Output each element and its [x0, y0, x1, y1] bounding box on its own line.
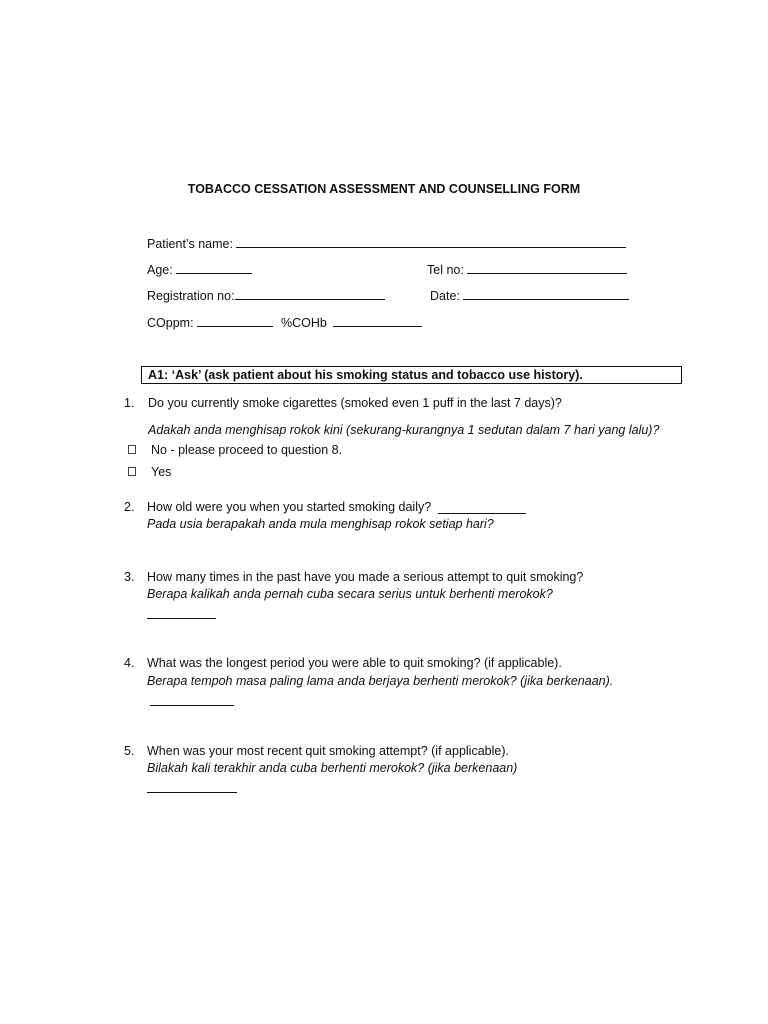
- question-4-number: 4.: [124, 656, 135, 670]
- patient-name-field[interactable]: [147, 235, 626, 252]
- coppm-input[interactable]: [197, 314, 273, 327]
- question-5-answer-input[interactable]: [147, 792, 237, 793]
- question-3-number: 3.: [124, 570, 135, 584]
- question-1-text: Do you currently smoke cigarettes (smoked even 1 puff in the last 7 days)?: [148, 396, 562, 410]
- question-2-translation: Pada usia berapakah anda mula menghisap rokok setiap hari?: [147, 517, 494, 531]
- question-2-number: 2.: [124, 500, 135, 514]
- question-4-translation: Berapa tempoh masa paling lama anda berjaya berhenti merokok? (jika berkenaan).: [147, 674, 614, 688]
- section-a1-header: [141, 366, 682, 384]
- question-4-text: What was the longest period you were able to quit smoking? (if applicable).: [147, 656, 562, 670]
- question-5-translation: Bilakah kali terakhir anda cuba berhenti merokok? (jika berkenaan): [147, 761, 518, 775]
- question-1-number: 1.: [124, 396, 135, 410]
- patient-name-label: Patient’s name:: [147, 237, 233, 251]
- date-input[interactable]: [463, 287, 629, 300]
- tel-no-field[interactable]: [427, 261, 627, 278]
- question-3-answer-input[interactable]: [147, 618, 216, 619]
- question-3-translation: Berapa kalikah anda pernah cuba secara serius untuk berhenti merokok?: [147, 587, 553, 601]
- question-3-text: How many times in the past have you made a serious attempt to quit smoking?: [147, 570, 584, 584]
- no-checkbox[interactable]: [128, 445, 136, 454]
- tel-no-label: Tel no:: [427, 263, 464, 277]
- patient-name-input[interactable]: [236, 235, 626, 248]
- coppm-field[interactable]: [147, 314, 273, 331]
- registration-no-input[interactable]: [235, 287, 385, 300]
- question-5-number: 5.: [124, 744, 135, 758]
- registration-no-field[interactable]: [147, 287, 385, 304]
- tel-no-input[interactable]: [467, 261, 627, 274]
- question-2-answer-input[interactable]: [438, 513, 526, 514]
- section-a1-label: A1: ‘Ask’ (ask patient about his smoking status and tobacco use history).: [148, 368, 583, 382]
- form-title: TOBACCO CESSATION ASSESSMENT AND COUNSELLING FORM: [187, 182, 581, 196]
- question-2-text: How old were you when you started smoking daily?: [147, 500, 432, 514]
- date-label: Date:: [430, 289, 460, 303]
- registration-no-label: Registration no:: [147, 289, 235, 303]
- coppm-label: COppm:: [147, 316, 194, 330]
- question-5-text: When was your most recent quit smoking attempt? (if applicable).: [147, 744, 509, 758]
- yes-checkbox[interactable]: [128, 467, 136, 476]
- age-input[interactable]: [176, 261, 252, 274]
- cohb-field[interactable]: [281, 314, 422, 331]
- age-field[interactable]: [147, 261, 252, 278]
- option-yes-label: Yes: [151, 465, 172, 479]
- question-4-answer-input[interactable]: [150, 705, 234, 706]
- cohb-input[interactable]: [333, 314, 422, 327]
- cohb-label: %COHb: [281, 316, 327, 330]
- option-no-label: No - please proceed to question 8.: [151, 443, 343, 457]
- question-1-translation: Adakah anda menghisap rokok kini (sekurang-kurangnya 1 sedutan dalam 7 hari yang lalu)?: [148, 423, 660, 437]
- age-label: Age:: [147, 263, 173, 277]
- date-field[interactable]: [430, 287, 629, 304]
